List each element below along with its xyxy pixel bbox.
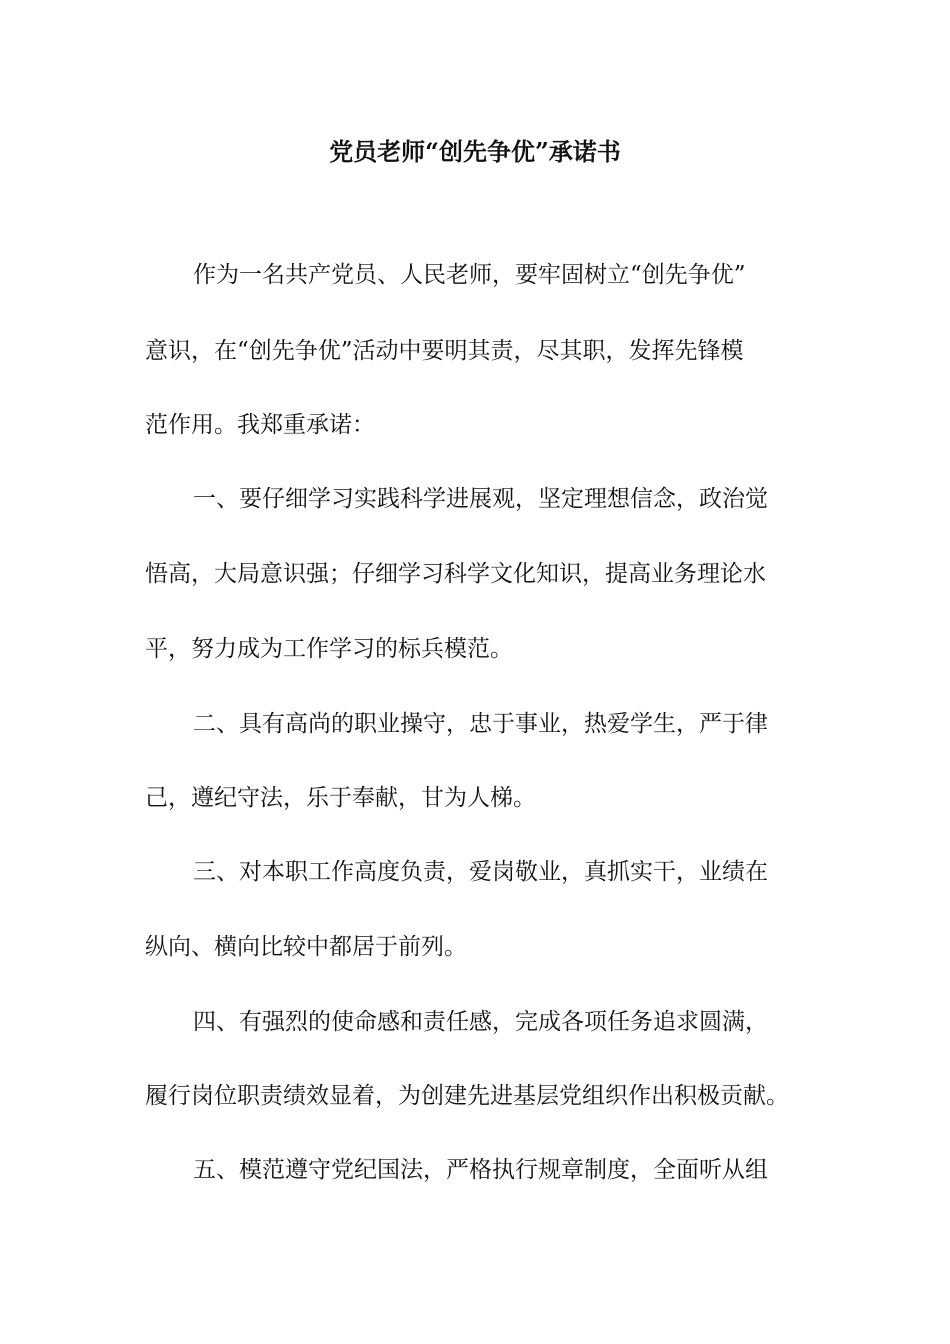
paragraph-line: 四、有强烈的使命感和责任感，完成各项任务追求圆满， — [193, 1009, 768, 1035]
paragraph-line: 履行岗位职责绩效显着，为创建先进基层党组织作出积极贡献。 — [145, 1083, 789, 1109]
document-title: 党员老师“创先争优”承诺书 — [329, 137, 621, 166]
paragraph-line: 三、对本职工作高度负责，爱岗敬业，真抓实干，业绩在 — [193, 859, 768, 885]
paragraph-line: 一、要仔细学习实践科学进展观，坚定理想信念，政治觉 — [193, 486, 768, 512]
paragraph-line: 二、具有高尚的职业操守，忠于事业，热爱学生，严于律 — [193, 711, 768, 737]
paragraph-line: 范作用。我郑重承诺： — [145, 412, 375, 438]
paragraph-line: 己，遵纪守法，乐于奉献，甘为人梯。 — [145, 785, 536, 811]
paragraph-line: 悟高，大局意识强；仔细学习科学文化知识，提高业务理论水 — [145, 561, 766, 587]
paragraph-line: 作为一名共产党员、人民老师，要牢固树立“创先争优” — [193, 262, 746, 288]
paragraph-line: 五、模范遵守党纪国法，严格执行规章制度，全面听从组 — [193, 1157, 768, 1183]
paragraph-line: 纵向、横向比较中都居于前列。 — [145, 934, 467, 960]
paragraph-line: 意识，在“创先争优”活动中要明其责，尽其职，发挥先锋模 — [145, 338, 744, 364]
paragraph-line: 平，努力成为工作学习的标兵模范。 — [145, 636, 513, 662]
